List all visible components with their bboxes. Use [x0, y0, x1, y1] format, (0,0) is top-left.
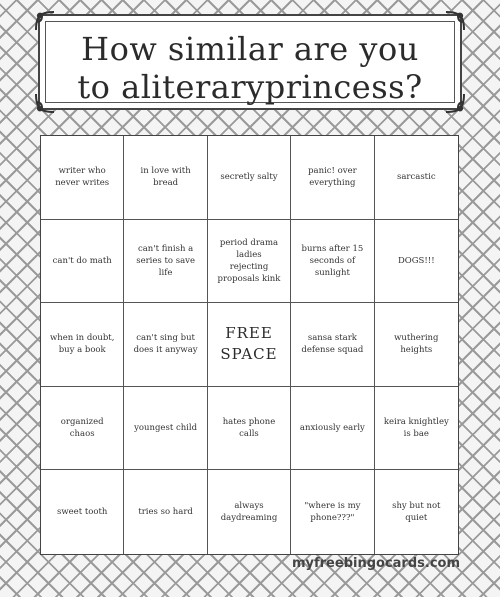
bingo-cell[interactable]: panic! over everything — [291, 136, 374, 220]
bingo-cell[interactable]: sarcastic — [375, 136, 458, 220]
bingo-cell[interactable]: wuthering heights — [375, 303, 458, 387]
bingo-cell[interactable]: in love with bread — [124, 136, 207, 220]
bingo-cell[interactable]: anxiously early — [291, 387, 374, 471]
bingo-cell[interactable]: organized chaos — [41, 387, 124, 471]
bingo-cell[interactable]: "where is my phone???" — [291, 470, 374, 554]
bingo-cell[interactable]: shy but not quiet — [392, 501, 441, 524]
bingo-cell[interactable]: sansa stark defense squad — [291, 303, 374, 387]
bingo-cell[interactable]: sweet tooth — [41, 470, 124, 554]
bingo-grid — [40, 135, 459, 555]
bingo-cell[interactable]: always daydreaming — [208, 470, 291, 554]
bingo-cell[interactable]: keira knightley is bae — [375, 387, 458, 471]
title-banner — [38, 14, 462, 110]
bingo-cell[interactable]: can't do math — [41, 220, 124, 304]
bingo-cell[interactable]: when in doubt, buy a book — [41, 303, 124, 387]
bingo-cell[interactable]: hates phone calls — [208, 387, 291, 471]
bingo-cell[interactable]: period drama ladies rejecting proposals kink — [208, 220, 291, 304]
bingo-cell[interactable]: tries so hard — [124, 470, 207, 554]
free-space-cell[interactable]: FREE SPACE — [208, 303, 291, 387]
bingo-cell[interactable]: secretly salty — [208, 136, 291, 220]
title-line-2: to aliteraryprincess? — [77, 68, 423, 106]
bingo-cell[interactable]: writer who never writes — [41, 136, 124, 220]
site-watermark: myfreebingocards.com — [291, 556, 460, 571]
title-line-1: How similar are you — [81, 30, 419, 68]
bingo-cell[interactable]: burns after 15 seconds of sunlight — [291, 220, 374, 304]
bingo-cell[interactable]: youngest child — [124, 387, 207, 471]
bingo-cell[interactable]: can't sing but does it anyway — [124, 303, 207, 387]
bingo-cell[interactable]: DOGS!!! — [375, 220, 458, 304]
bingo-cell[interactable]: can't finish a series to save life — [124, 220, 207, 304]
